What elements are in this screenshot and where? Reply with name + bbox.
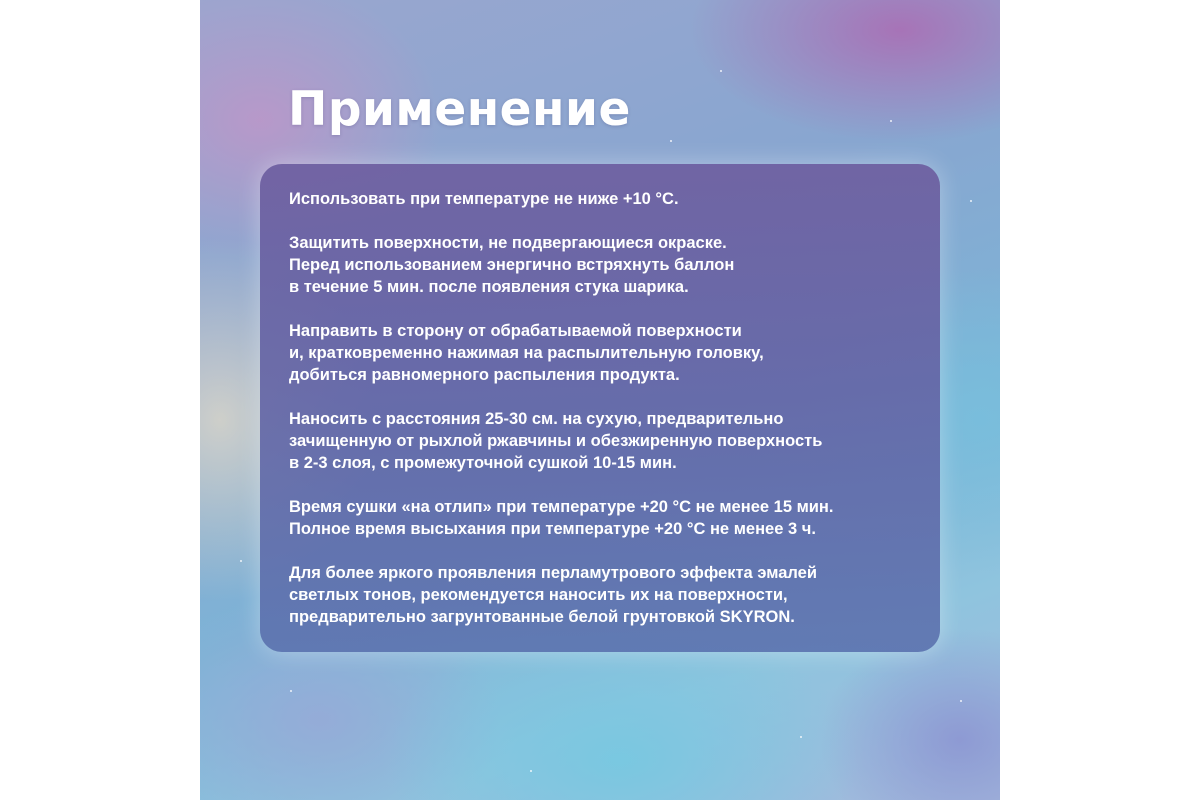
instruction-paragraph-temperature	[289, 188, 929, 210]
instructions-content	[289, 188, 929, 650]
star	[240, 560, 242, 562]
instruction-line: в течение 5 мин. после появления стука шарика.	[289, 278, 689, 296]
instruction-line: в 2-3 слоя, с промежуточной сушкой 10-15 мин.	[289, 454, 677, 472]
instruction-line: Полное время высыхания при температуре +20 °С не менее 3 ч.	[289, 520, 816, 538]
instruction-paragraph-pearl-effect	[289, 562, 929, 628]
instruction-line: предварительно загрунтованные белой грунтовкой SKYRON.	[289, 608, 795, 626]
star	[530, 770, 532, 772]
instruction-line: светлых тонов, рекомендуется наносить их на поверхности,	[289, 586, 788, 604]
star	[800, 736, 802, 738]
instruction-paragraph-spraying	[289, 320, 929, 386]
star	[960, 700, 962, 702]
instruction-line: Наносить с расстояния 25-30 см. на сухую, предварительно	[289, 410, 784, 428]
instruction-line: Время сушки «на отлип» при температуре +20 °С не менее 15 мин.	[289, 498, 834, 516]
instructions-card	[260, 164, 940, 652]
instruction-paragraph-preparation	[289, 232, 929, 298]
star	[670, 140, 672, 142]
instruction-line: Для более яркого проявления перламутрового эффекта эмалей	[289, 564, 817, 582]
instruction-paragraph-application	[289, 408, 929, 474]
instruction-line: и, кратковременно нажимая на распылительную головку,	[289, 344, 764, 362]
instruction-line: Защитить поверхности, не подвергающиеся окраске.	[289, 234, 727, 252]
instruction-line: Использовать при температуре не ниже +10 °С.	[289, 190, 679, 208]
star	[290, 690, 292, 692]
instruction-line: добиться равномерного распыления продукта.	[289, 366, 680, 384]
instruction-line: Направить в сторону от обрабатываемой поверхности	[289, 322, 742, 340]
star	[890, 120, 892, 122]
poster-image	[200, 0, 1000, 800]
instruction-line: Перед использованием энергично встряхнуть баллон	[289, 256, 735, 274]
page-title: Применение	[288, 82, 631, 137]
instruction-paragraph-drying	[289, 496, 929, 540]
star	[970, 200, 972, 202]
star	[720, 70, 722, 72]
instruction-line: зачищенную от рыхлой ржавчины и обезжиренную поверхность	[289, 432, 823, 450]
